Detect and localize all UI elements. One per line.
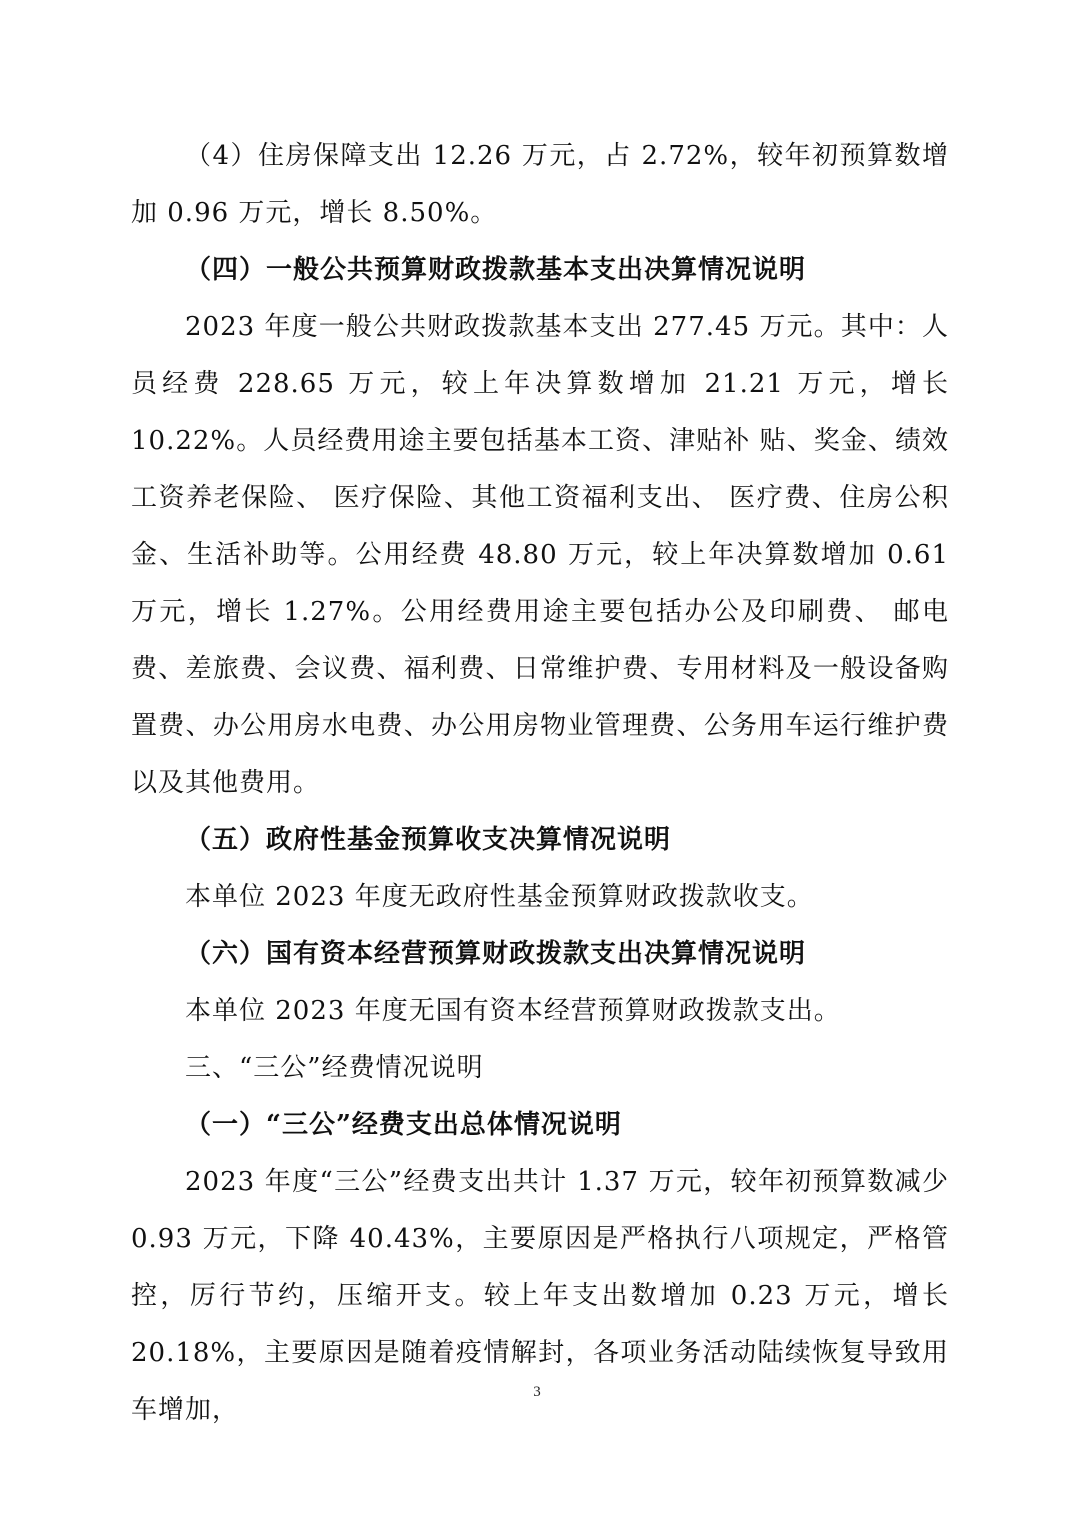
paragraph-state-capital: 本单位 2023 年度无国有资本经营预算财政拨款支出。 xyxy=(185,996,841,1026)
section-heading-three-public: 三、“三公”经费情况说明 xyxy=(185,1053,484,1083)
paragraph-three-public-overall: 2023 年度“三公”经费支出共计 1.37 万元，较年初预算数减少 0.93 万元，下降 40.43%，主要原因是严格执行八项规定，严格管控，厉行节约，压缩开支。较上年支出数增加 0.23 万元，增长 20.18%，主要原因是随着疫情解封，各项业务活动陆续恢复导致用车增加， xyxy=(131,1167,949,1425)
section-heading-basic-expenditure: （四）一般公共预算财政拨款基本支出决算情况说明 xyxy=(185,255,807,285)
document-body xyxy=(131,128,949,1439)
section-heading-government-fund: （五）政府性基金预算收支决算情况说明 xyxy=(185,825,672,855)
section-heading-state-capital: （六）国有资本经营预算财政拨款支出决算情况说明 xyxy=(185,939,807,969)
paragraph-housing-expenditure: （4）住房保障支出 12.26 万元，占 2.72%，较年初预算数增加 0.96 万元，增长 8.50%。 xyxy=(131,141,949,228)
paragraph-government-fund: 本单位 2023 年度无政府性基金预算财政拨款收支。 xyxy=(185,882,814,912)
paragraph-basic-expenditure: 2023 年度一般公共财政拨款基本支出 277.45 万元。其中：人员经费 228.65 万元，较上年决算数增加 21.21 万元，增长 10.22%。人员经费用途主要包括基本工资、津贴补 贴、奖金、绩效工资养老保险、 医疗保险、其他工资福利支出、 医疗费、住房公积金、生活补助等。公用经费 48.80 万元，较上年决算数增加 0.61 万元，增长 1.27%。公用经费用途主要包括办公及印刷费、 邮电费、差旅费、会议费、福利费、日常维护费、专用材料及一般设备购置费、办公用房水电费、办公用房物业管理费、公务用车运行维护费以及其他费用。 xyxy=(131,312,949,798)
page-number: 3 xyxy=(533,1384,541,1400)
subsection-heading-three-public-overall: （一）“三公”经费支出总体情况说明 xyxy=(185,1110,622,1140)
